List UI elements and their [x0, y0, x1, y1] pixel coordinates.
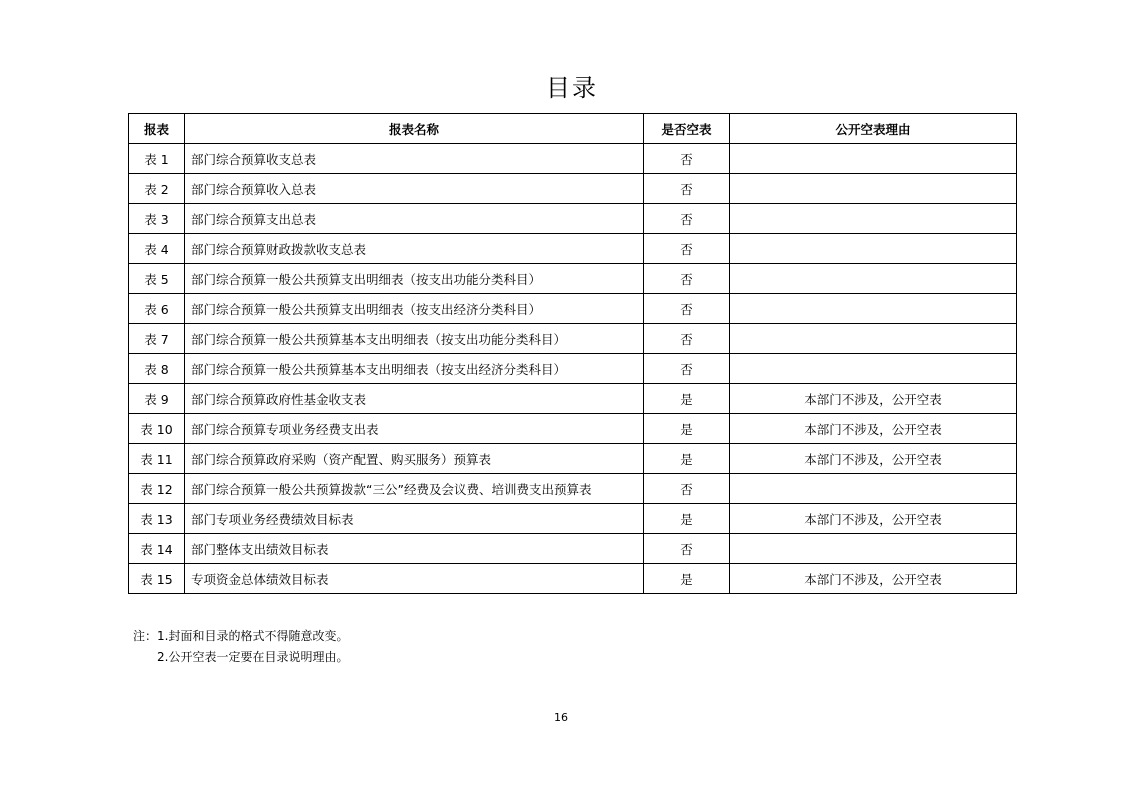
is-empty: 否 — [644, 174, 730, 204]
empty-reason — [730, 474, 1017, 504]
report-name: 部门综合预算专项业务经费支出表 — [185, 414, 644, 444]
empty-reason: 本部门不涉及，公开空表 — [730, 444, 1017, 474]
page-title: 目录 — [546, 74, 598, 102]
is-empty: 否 — [644, 324, 730, 354]
empty-reason: 本部门不涉及，公开空表 — [730, 384, 1017, 414]
table-row — [129, 294, 1017, 324]
is-empty: 否 — [644, 474, 730, 504]
is-empty: 是 — [644, 384, 730, 414]
is-empty: 否 — [644, 144, 730, 174]
is-empty: 是 — [644, 414, 730, 444]
is-empty: 否 — [644, 264, 730, 294]
header-is-empty: 是否空表 — [644, 114, 730, 144]
report-number: 表 6 — [129, 294, 185, 324]
table-row — [129, 474, 1017, 504]
note-item: 1.封面和目录的格式不得随意改变。 — [157, 629, 349, 643]
empty-reason — [730, 234, 1017, 264]
table-row — [129, 264, 1017, 294]
header-report: 报表 — [129, 114, 185, 144]
report-number: 表 12 — [129, 474, 185, 504]
table-row — [129, 414, 1017, 444]
header-report-name: 报表名称 — [185, 114, 644, 144]
is-empty: 否 — [644, 354, 730, 384]
report-number: 表 5 — [129, 264, 185, 294]
report-number: 表 15 — [129, 564, 185, 594]
report-name: 部门综合预算收支总表 — [185, 144, 644, 174]
is-empty: 否 — [644, 294, 730, 324]
note-line — [133, 647, 348, 668]
report-number: 表 13 — [129, 504, 185, 534]
empty-reason — [730, 264, 1017, 294]
report-number: 表 10 — [129, 414, 185, 444]
empty-reason: 本部门不涉及，公开空表 — [730, 564, 1017, 594]
is-empty: 否 — [644, 204, 730, 234]
is-empty: 否 — [644, 234, 730, 264]
report-name: 部门综合预算财政拨款收支总表 — [185, 234, 644, 264]
report-name: 部门综合预算政府采购（资产配置、购买服务）预算表 — [185, 444, 644, 474]
table-row — [129, 354, 1017, 384]
note-item: 2.公开空表一定要在目录说明理由。 — [157, 650, 349, 664]
report-number: 表 8 — [129, 354, 185, 384]
page-number: 16 — [554, 711, 568, 724]
table-row — [129, 324, 1017, 354]
toc-table — [128, 113, 1017, 594]
note-label: 注： — [133, 629, 158, 643]
empty-reason — [730, 354, 1017, 384]
report-name: 部门综合预算一般公共预算基本支出明细表（按支出功能分类科目） — [185, 324, 644, 354]
report-name: 部门综合预算政府性基金收支表 — [185, 384, 644, 414]
report-name: 部门综合预算一般公共预算支出明细表（按支出经济分类科目） — [185, 294, 644, 324]
table-row — [129, 444, 1017, 474]
table-row — [129, 534, 1017, 564]
report-number: 表 14 — [129, 534, 185, 564]
empty-reason — [730, 144, 1017, 174]
report-name: 部门专项业务经费绩效目标表 — [185, 504, 644, 534]
report-number: 表 9 — [129, 384, 185, 414]
table-header-row — [129, 114, 1017, 144]
report-name: 部门综合预算支出总表 — [185, 204, 644, 234]
table-row — [129, 174, 1017, 204]
report-number: 表 7 — [129, 324, 185, 354]
report-number: 表 3 — [129, 204, 185, 234]
report-name: 部门综合预算一般公共预算支出明细表（按支出功能分类科目） — [185, 264, 644, 294]
report-number: 表 4 — [129, 234, 185, 264]
report-name: 部门综合预算一般公共预算基本支出明细表（按支出经济分类科目） — [185, 354, 644, 384]
empty-reason — [730, 324, 1017, 354]
is-empty: 否 — [644, 534, 730, 564]
report-number: 表 1 — [129, 144, 185, 174]
header-empty-reason: 公开空表理由 — [730, 114, 1017, 144]
report-name: 部门整体支出绩效目标表 — [185, 534, 644, 564]
is-empty: 是 — [644, 504, 730, 534]
report-name: 专项资金总体绩效目标表 — [185, 564, 644, 594]
table-row — [129, 234, 1017, 264]
notes — [133, 626, 348, 668]
table-row — [129, 564, 1017, 594]
empty-reason: 本部门不涉及，公开空表 — [730, 414, 1017, 444]
report-number: 表 11 — [129, 444, 185, 474]
table-row — [129, 384, 1017, 414]
empty-reason — [730, 294, 1017, 324]
report-name: 部门综合预算一般公共预算拨款“三公”经费及会议费、培训费支出预算表 — [185, 474, 644, 504]
report-name: 部门综合预算收入总表 — [185, 174, 644, 204]
report-number: 表 2 — [129, 174, 185, 204]
note-line — [133, 626, 348, 647]
empty-reason: 本部门不涉及，公开空表 — [730, 504, 1017, 534]
is-empty: 是 — [644, 444, 730, 474]
empty-reason — [730, 204, 1017, 234]
table-row — [129, 144, 1017, 174]
table-row — [129, 504, 1017, 534]
is-empty: 是 — [644, 564, 730, 594]
table-row — [129, 204, 1017, 234]
empty-reason — [730, 534, 1017, 564]
empty-reason — [730, 174, 1017, 204]
